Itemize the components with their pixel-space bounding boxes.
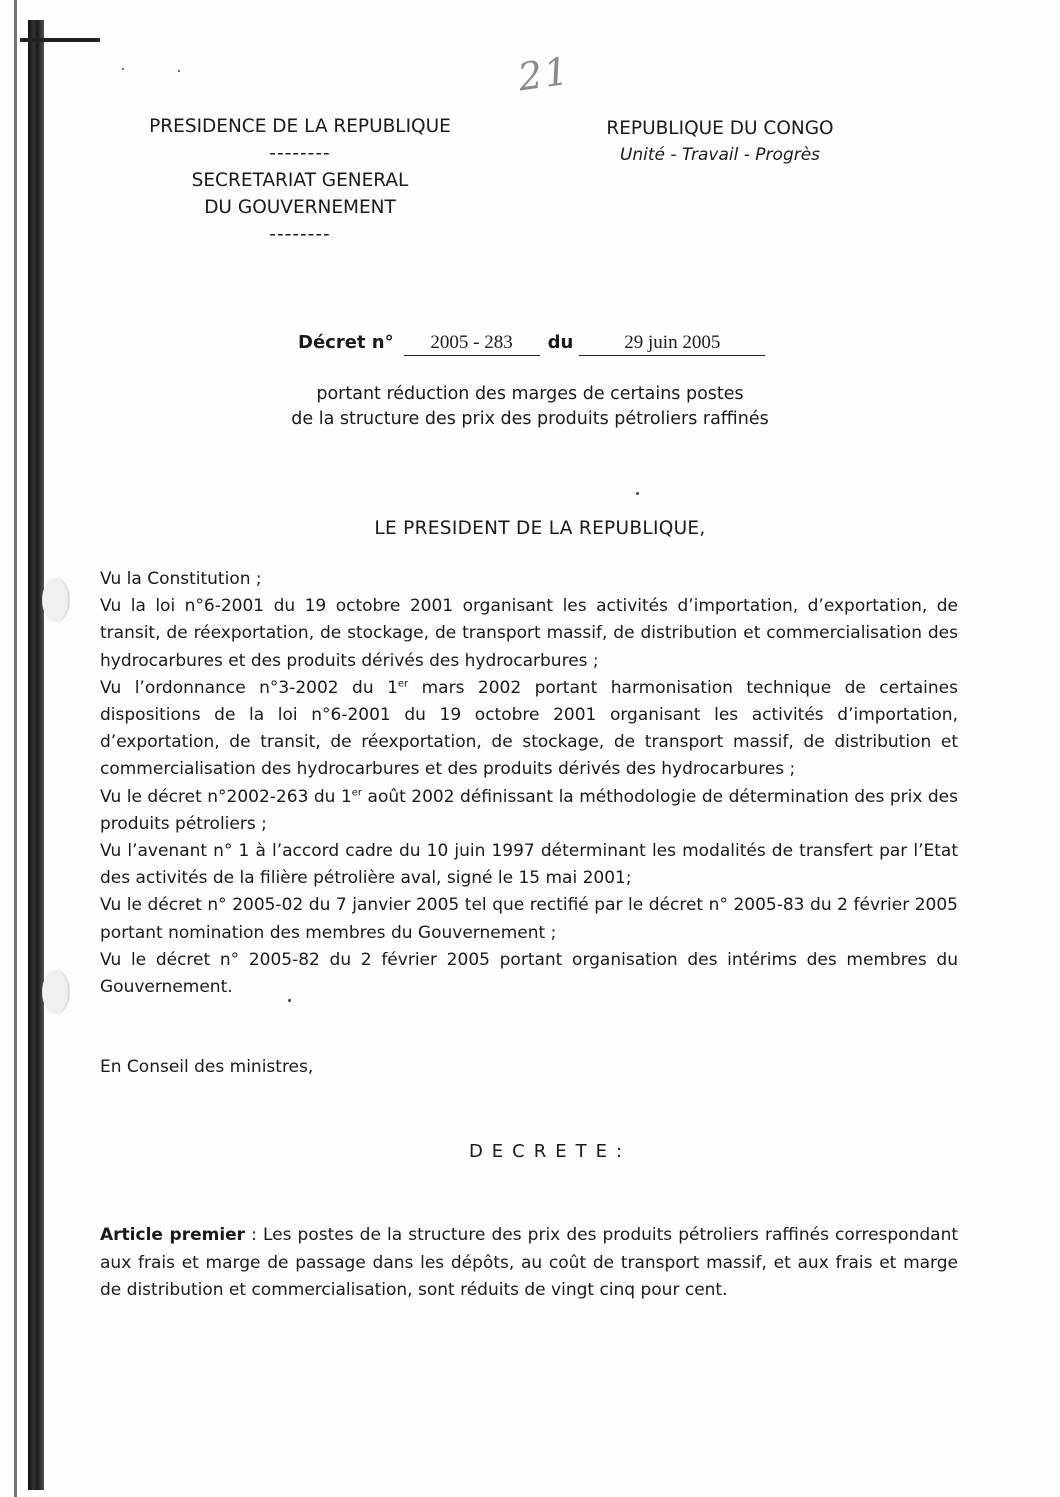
binding-edge-line <box>14 0 17 1497</box>
visas-list <box>100 566 958 1001</box>
punch-hole <box>42 578 70 622</box>
issuing-authority-block <box>120 113 480 248</box>
decree-date-label: du <box>547 332 574 353</box>
issuer-line: SECRETARIAT GENERAL <box>191 170 409 191</box>
article-premier <box>100 1222 958 1305</box>
scan-speck <box>636 492 639 495</box>
decree-number-field: 2005 - 283 <box>404 332 540 356</box>
decree-reference <box>298 332 765 356</box>
article-text: : Les postes de la structure des prix des produits pétroliers raffinés correspondant aux frais et marge de passage dans les dépôts, au coût de transport massif, et aux frais et marge de distribution et commercialisation, sont réduits de vingt cinq pour cent. <box>100 1225 959 1300</box>
punch-hole <box>42 970 70 1014</box>
visa-item: Vu la loi n°6-2001 du 19 octobre 2001 organisant les activités d’importation, d’exportation, de transit, de réexportation, de stockage, de transport massif, de distribution et commercialisation des hydrocarbures et des produits dérivés des hydrocarbures ; <box>100 596 958 671</box>
visa-item: Vu le décret n°2002-263 du 1er août 2002 définissant la méthodologie de détermination des prix des produits pétroliers ; <box>100 786 958 834</box>
handwritten-page-mark: 21 <box>515 48 574 100</box>
national-motto: Unité - Travail - Progrès <box>619 145 821 165</box>
issuer-line: PRESIDENCE DE LA REPUBLIQUE <box>149 116 451 137</box>
article-label: Article premier <box>100 1225 246 1245</box>
subtitle-line: portant réduction des marges de certains postes <box>316 384 744 404</box>
scan-speck <box>178 70 180 72</box>
decree-subtitle <box>200 382 860 432</box>
visa-item: Vu l’ordonnance n°3-2002 du 1er mars 2002 portant harmonisation technique de certaines dispositions de la loi n°6-2001 du 19 octobre 2001 organisant les activités d’importation, d’exportation, de transit, de réexportation, de stockage, de transport massif, de distribution et commercialisation des hydrocarbures et des produits dérivés des hydrocarbures ; <box>100 677 958 780</box>
decree-number-label: Décret n° <box>298 332 394 353</box>
subtitle-line: de la structure des prix des produits pétroliers raffinés <box>291 409 769 429</box>
decree-date-field: 29 juin 2005 <box>579 332 765 356</box>
visa-item: Vu le décret n° 2005-82 du 2 février 2005 portant organisation des intérims des membres du Gouvernement. <box>100 949 958 998</box>
visa-item: Vu le décret n° 2005-02 du 7 janvier 2005 tel que rectifié par le décret n° 2005-83 du 2 février 2005 portant nomination des membres du Gouvernement ; <box>100 895 958 943</box>
issuer-line: DU GOUVERNEMENT <box>204 197 396 218</box>
scan-speck <box>122 68 124 70</box>
scan-speck <box>288 999 291 1002</box>
president-heading: LE PRESIDENT DE LA REPUBLIQUE, <box>374 518 706 539</box>
visa-item: Vu l’avenant n° 1 à l’accord cadre du 10 juin 1997 déterminant les modalités de transfert par l’Etat des activités de la filière pétrolière aval, signé le 15 mai 2001; <box>100 841 958 889</box>
country-block <box>570 115 870 169</box>
binding-tab <box>20 38 100 42</box>
country-name: REPUBLIQUE DU CONGO <box>606 118 834 139</box>
visa-item: Vu la Constitution ; <box>100 569 262 589</box>
binding-strip <box>28 20 44 1490</box>
separator-dashes: -------- <box>269 143 331 164</box>
council-line: En Conseil des ministres, <box>100 1057 314 1077</box>
decrete-heading: DECRETE: <box>468 1141 632 1162</box>
separator-dashes: -------- <box>269 224 331 245</box>
